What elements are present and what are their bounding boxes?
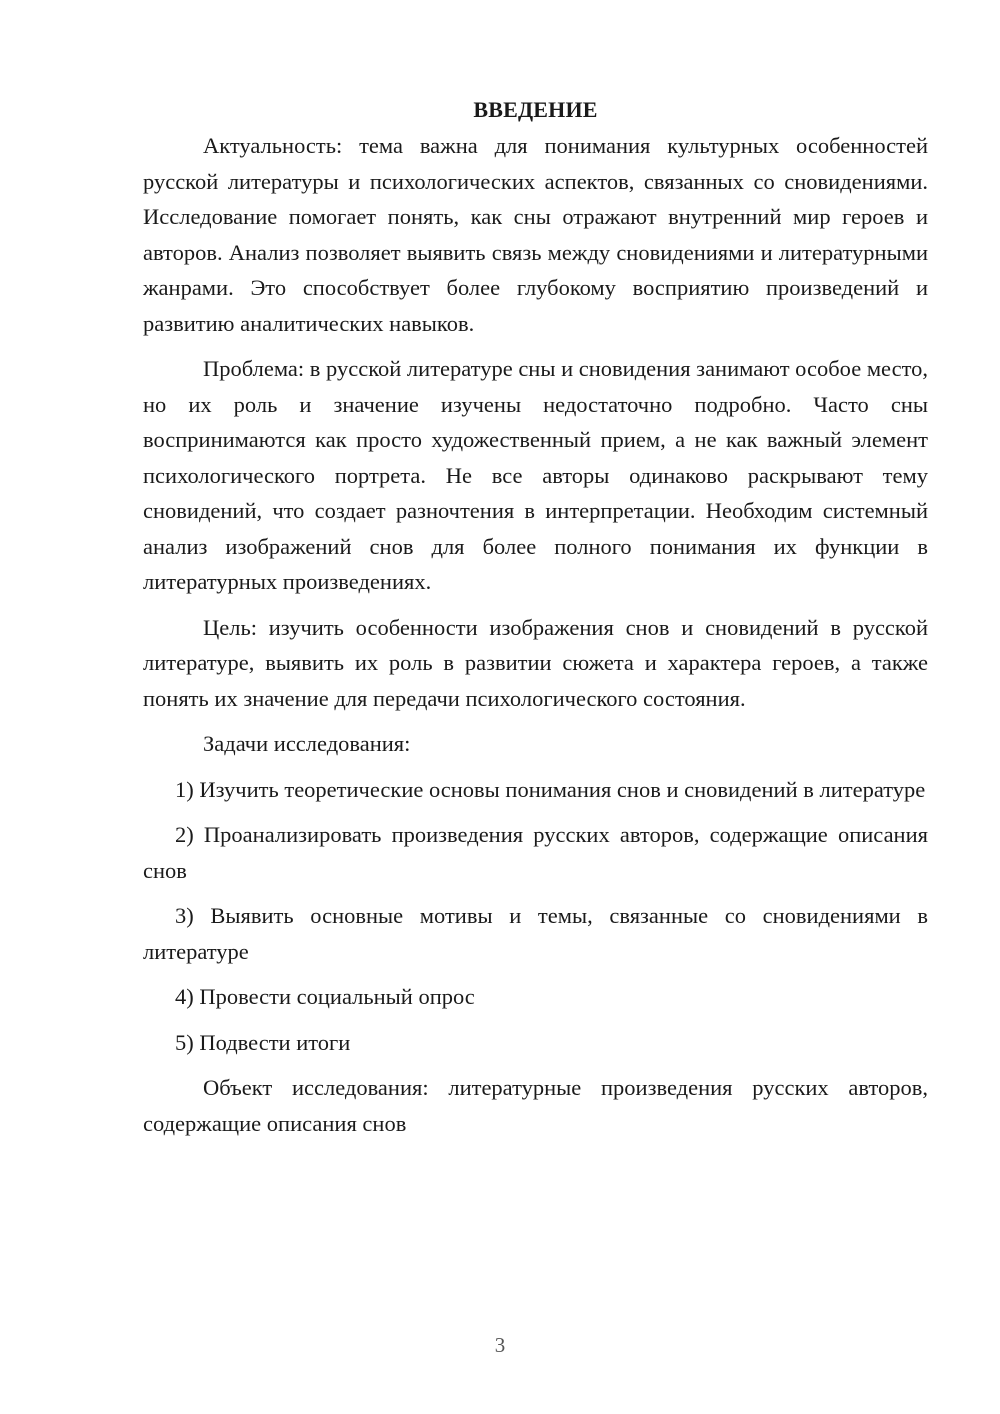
tasks-list — [143, 772, 928, 1061]
section-title: ВВЕДЕНИЕ — [473, 97, 598, 122]
document-page — [143, 92, 928, 1151]
paragraph-object: Объект исследования: литературные произведения русских авторов, содержащие описания снов — [143, 1075, 928, 1136]
list-item: 5) Подвести итоги — [175, 1029, 351, 1055]
list-item: 3) Выявить основные мотивы и темы, связанные со сновидениями в литературе — [143, 903, 928, 964]
paragraph-problem: Проблема: в русской литературе сны и сновидения занимают особое место, но их роль и значение изучены недостаточно подробно. Часто сны воспринимаются как просто художественный прием, а не как важный элемент психологического портрета. Не все авторы одинаково раскрывают тему сновидений, что создает разночтения в интерпретации. Необходим системный анализ изображений снов для более полного понимания их функции в литературных произведениях. — [143, 356, 928, 594]
page-number: 3 — [494, 1333, 506, 1357]
paragraph-relevance: Актуальность: тема важна для понимания культурных особенностей русской литературы и психологических аспектов, связанных со сновидениями. Исследование помогает понять, как сны отражают внутренний мир героев и авторов. Анализ позволяет выявить связь между сновидениями и литературными жанрами. Это способствует более глубокому восприятию произведений и развитию аналитических навыков. — [143, 133, 928, 336]
tasks-heading: Задачи исследования: — [203, 731, 411, 756]
list-item: 1) Изучить теоретические основы понимания снов и сновидений в литературе — [175, 776, 926, 802]
list-item: 4) Провести социальный опрос — [175, 984, 475, 1009]
list-item: 2) Проанализировать произведения русских авторов, содержащие описания снов — [143, 822, 928, 883]
paragraph-goal: Цель: изучить особенности изображения снов и сновидений в русской литературе, выявить их роль в развитии сюжета и характера героев, а также понять их значение для передачи психологического состояния. — [143, 614, 928, 711]
